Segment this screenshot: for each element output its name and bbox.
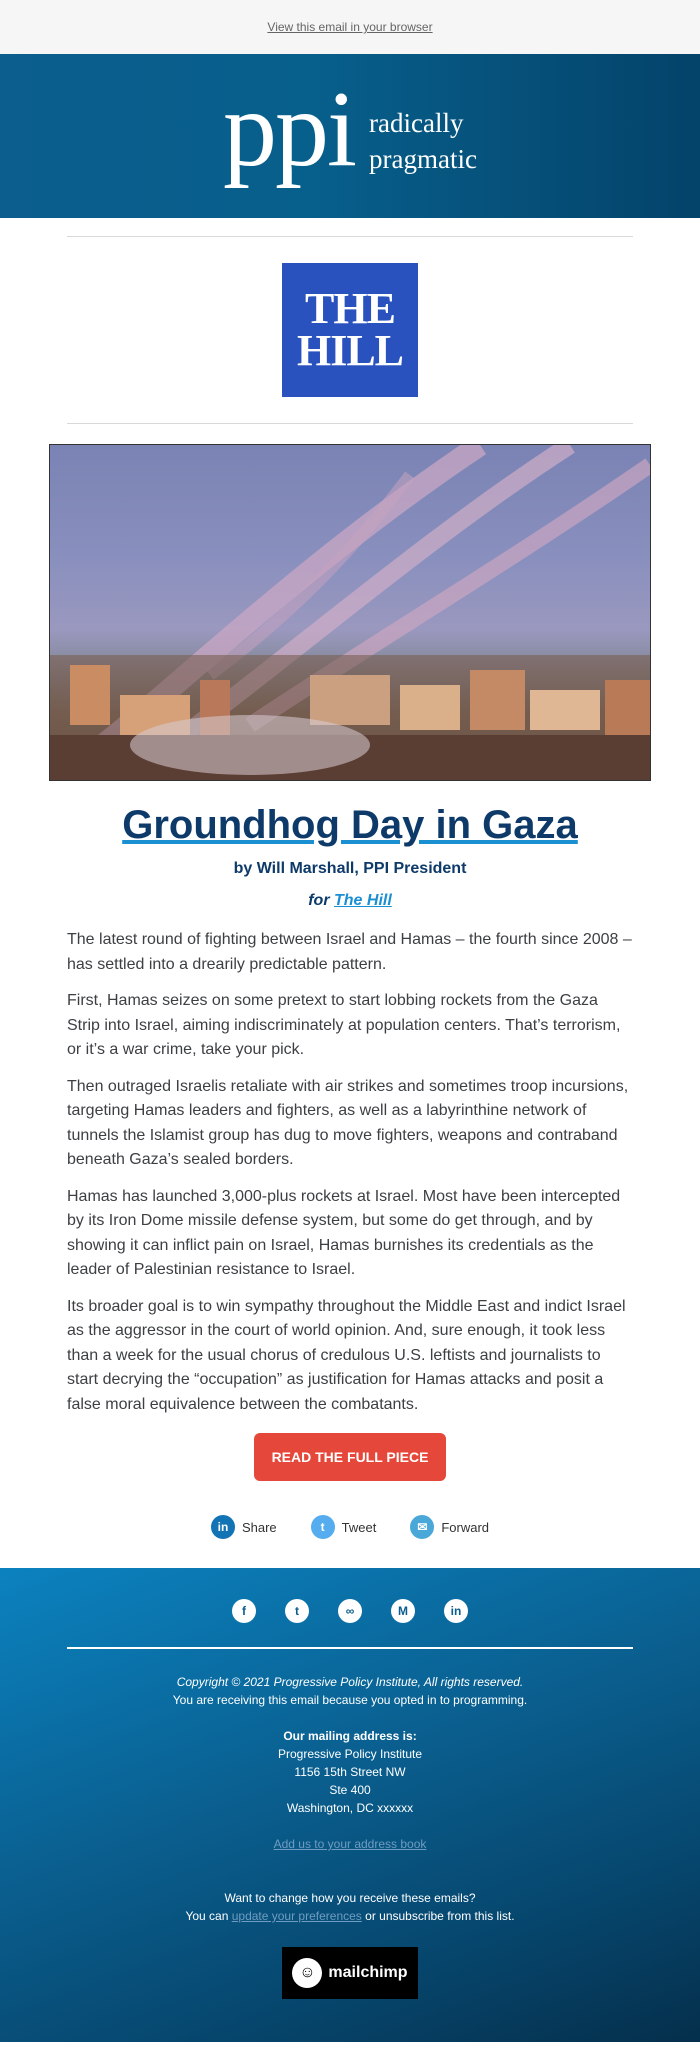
linkedin-icon[interactable]: in — [444, 1599, 468, 1623]
ppi-tagline — [369, 100, 477, 172]
unsubscribe-text[interactable]: or unsubscribe from this list. — [361, 1909, 515, 1923]
update-preferences-link[interactable]: update your preferences — [231, 1909, 362, 1923]
mail-icon: ✉ — [410, 1515, 434, 1539]
add-to-address-book-link[interactable]: Add us to your address book — [273, 1837, 427, 1851]
forward-button[interactable] — [410, 1515, 489, 1539]
footer-social-links — [0, 1599, 700, 1623]
tagline-line-2: pragmatic — [369, 144, 477, 174]
publication-line — [0, 892, 700, 910]
article-title-link[interactable]: Groundhog Day in Gaza — [122, 803, 578, 847]
address-line: Progressive Policy Institute — [277, 1747, 423, 1761]
share-label: Share — [241, 1519, 277, 1535]
article-photo-rockets-over-gaza[interactable] — [49, 444, 651, 781]
tagline-line-1: radically — [369, 108, 464, 138]
twitter-icon[interactable]: t — [285, 1599, 309, 1623]
photo-illustration — [50, 445, 650, 780]
footer — [0, 1568, 700, 2042]
top-bar — [0, 0, 700, 54]
share-linkedin-button[interactable] — [211, 1515, 277, 1539]
copyright-text: Copyright © 2021 Progressive Policy Institute, All rights reserved. — [176, 1675, 524, 1689]
mailchimp-badge[interactable] — [282, 1947, 418, 1999]
mailchimp-monkey-icon: ☺ — [292, 1958, 322, 1988]
read-full-piece-button[interactable]: READ THE FULL PIECE — [254, 1433, 447, 1481]
publication-prefix: for — [308, 892, 334, 909]
mailing-address-heading: Our mailing address is: — [283, 1729, 417, 1743]
tweet-label: Tweet — [341, 1519, 377, 1535]
receiving-reason: You are receiving this email because you opted in to programming. — [172, 1693, 528, 1707]
change-preferences-question: Want to change how you receive these emails? — [224, 1891, 476, 1905]
article-byline: by Will Marshall, PPI President — [233, 860, 467, 877]
preferences-line — [0, 1907, 700, 1925]
medium-icon[interactable]: M — [391, 1599, 415, 1623]
facebook-icon[interactable]: f — [232, 1599, 256, 1623]
ppi-header-banner — [0, 54, 700, 218]
the-hill-link[interactable]: The Hill — [334, 892, 392, 909]
share-bar — [0, 1515, 700, 1539]
link-icon[interactable]: ∞ — [338, 1599, 362, 1623]
footer-divider — [67, 1647, 633, 1649]
article-paragraph: Then outraged Israelis retaliate with air strikes and sometimes troop incursions, targeting Hamas leaders and fighters, as well as a labyrinthine network of tunnels the Islamist group has dug to move fighters, weapons and contraband beneath Gaza’s sealed borders. — [67, 1077, 629, 1168]
article-paragraph: Its broader goal is to win sympathy throughout the Middle East and indict Israel as the aggressor in the court of world opinion. And, sure enough, it took less than a week for the usual chorus of credulous U.S. leftists and journalists to start decrying the “occupation” as justification for Hamas attacks and posit a false moral equivalence between the combatants. — [67, 1297, 626, 1413]
tweet-button[interactable] — [311, 1515, 377, 1539]
forward-label: Forward — [441, 1519, 490, 1535]
linkedin-icon: in — [211, 1515, 235, 1539]
article-paragraph: Hamas has launched 3,000-plus rockets at Israel. Most have been intercepted by its Iron Dome missile defense system, but some do get through, and by showing it can inflict pain on Israel, Hamas burnishes its credentials as the leader of Palestinian resistance to Israel. — [67, 1187, 621, 1278]
ppi-logo[interactable]: ppi — [223, 70, 356, 189]
address-line: Ste 400 — [329, 1783, 371, 1797]
article-paragraph: The latest round of fighting between Israel and Hamas – the fourth since 2008 – has settled into a drearily predictable pattern. — [67, 931, 632, 973]
article-body — [67, 928, 633, 1417]
address-line: 1156 15th Street NW — [294, 1765, 406, 1779]
mailchimp-label: mailchimp — [328, 1964, 408, 1981]
article-paragraph: First, Hamas seizes on some pretext to start lobbing rockets from the Gaza Strip into Israel, aiming indiscriminately at population centers. That’s terrorism, or it’s a war crime, take your pick. — [67, 992, 621, 1058]
footer-text — [0, 1673, 700, 1925]
hill-logo-line-1: THE — [305, 284, 395, 333]
divider — [67, 423, 633, 424]
hill-logo-line-2: HILL — [296, 326, 404, 375]
address-line: Washington, DC xxxxxx — [286, 1801, 414, 1815]
the-hill-logo[interactable] — [282, 263, 418, 397]
you-can-text: You can — [185, 1909, 232, 1923]
cta-section — [0, 1433, 700, 1481]
article-title — [0, 803, 700, 848]
hill-logo-section — [0, 237, 700, 423]
twitter-icon: t — [311, 1515, 335, 1539]
view-in-browser-link[interactable]: View this email in your browser — [267, 20, 433, 34]
